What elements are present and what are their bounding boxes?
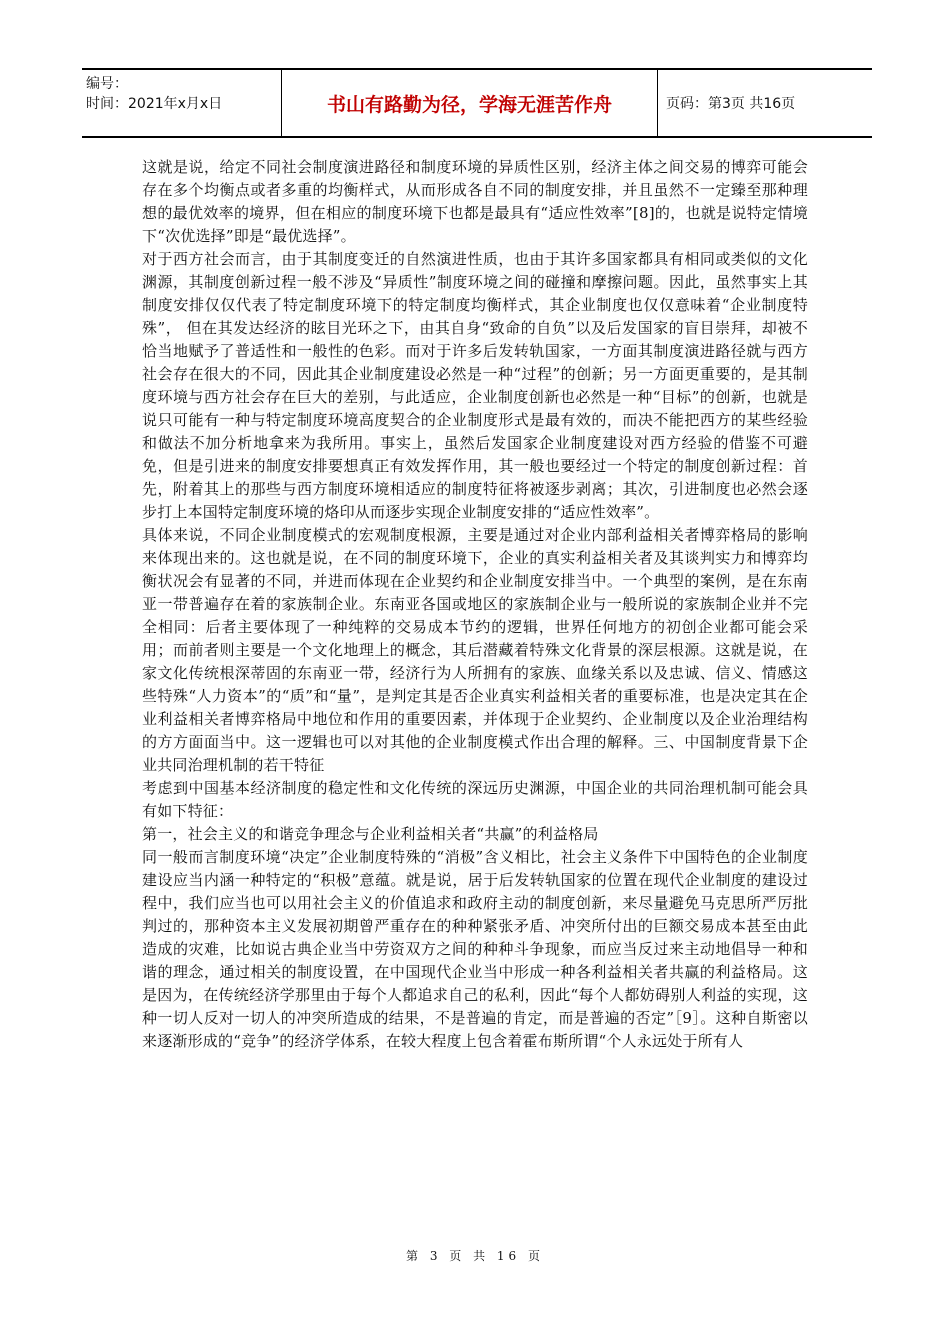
header-left-cell [82,70,282,136]
paragraph-1: 这就是说，给定不同社会制度演进路径和制度环境的异质性区别，经济主体之间交易的博弈可能会存在多个均衡点或者多重的均衡样式，从而形成各自不同的制度安排，并且虽然不一定臻至那种理想的最优效率的境界，但在相应的制度环境下也都是最具有“适应性效率”[8]的，也就是说特定情境下“次优选择”即是“最优选择”。 [142,158,808,245]
document-body [142,156,808,1053]
document-time-label: 时间：2021年x月x日 [86,96,223,112]
paragraph-6: 同一般而言制度环境“决定”企业制度特殊的“消极”含义相比，社会主义条件下中国特色的企业制度建设应当内涵一种特定的“积极”意蕴。就是说，居于后发转轨国家的位置在现代企业制度的建设过程中，我们应当也可以用社会主义的价值追求和政府主动的制度创新，来尽量避免马克思所严厉批判过的，那种资本主义发展初期曾严重存在的种种紧张矛盾、冲突所付出的巨额交易成本甚至由此造成的灾难，比如说古典企业当中劳资双方之间的种种斗争现象，而应当反过来主动地倡导一种和谐的理念，通过相关的制度设置，在中国现代企业当中形成一种各利益相关者共赢的利益格局。这是因为，在传统经济学那里由于每个人都追求自己的私利，因此“每个人都妨碍别人利益的实现，这种一切人反对一切人的冲突所造成的结果，不是普遍的肯定，而是普遍的否定”［9］。这种自斯密以来逐渐形成的“竞争”的经济学体系，在较大程度上包含着霍布斯所谓“个人永远处于所有人 [142,848,808,1050]
header-page-info: 页码：第3页 共16页 [666,96,796,112]
page-footer: 第 3 页 共 16 页 [406,1249,544,1263]
paragraph-2: 对于西方社会而言，由于其制度变迁的自然演进性质，也由于其许多国家都具有相同或类似的文化渊源，其制度创新过程一般不涉及“异质性”制度环境之间的碰撞和摩擦问题。因此，虽然事实上其制度安排仅仅代表了特定制度环境下的特定制度均衡样式，其企业制度也仅仅意味着“企业制度特殊”， 但在其发达经济的眩目光环之下，由其自身“致命的自负”以及后发国家的盲目崇拜，却被不恰当地赋予了普适性和一般性的色彩。而对于许多后发转轨国家，一方面其制度演进路径就与西方社会存在很大的不同，因此其企业制度建设必然是一种“过程”的创新；另一方面更重要的，是其制度环境与西方社会存在巨大的差别，与此适应，企业制度创新也必然是一种“目标”的创新，也就是说只可能有一种与特定制度环境高度契合的企业制度形式是最有效的，而决不能把西方的某些经验和做法不加分析地拿来为我所用。事实上，虽然后发国家企业制度建设对西方经验的借鉴不可避免，但是引进来的制度安排要想真正有效发挥作用，其一般也要经过一个特定的制度创新过程：首先，附着其上的那些与西方制度环境相适应的制度特征将被逐步剥离；其次，引进制度也必然会逐步打上本国特定制度环境的烙印从而逐步实现企业制度安排的“适应性效率”。 [142,250,808,521]
document-number-label: 编号： [86,76,128,92]
paragraph-4: 考虑到中国基本经济制度的稳定性和文化传统的深远历史渊源，中国企业的共同治理机制可能会具有如下特征： [142,779,808,820]
paragraph-3: 具体来说，不同企业制度模式的宏观制度根源，主要是通过对企业内部利益相关者博弈格局的影响来体现出来的。这也就是说，在不同的制度环境下，企业的真实利益相关者及其谈判实力和博弈均衡状况会有显著的不同，并进而体现在企业契约和企业制度安排当中。一个典型的案例，是在东南亚一带普遍存在着的家族制企业。东南亚各国或地区的家族制企业与一般所说的家族制企业并不完全相同：后者主要体现了一种纯粹的交易成本节约的逻辑，世界任何地方的初创企业都可能会采用；而前者则主要是一个文化地理上的概念，其后潜藏着特殊文化背景的深层根源。这就是说，在家文化传统根深蒂固的东南亚一带，经济行为人所拥有的家族、血缘关系以及忠诚、信义、情感这些特殊“人力资本”的“质”和“量”，是判定其是否企业真实利益相关者的重要标准，也是决定其在企业利益相关者博弈格局中地位和作用的重要因素，并体现于企业契约、企业制度以及企业治理结构的方方面面当中。这一逻辑也可以对其他的企业制度模式作出合理的解释。三、中国制度背景下企业共同治理机制的若干特征 [142,526,808,774]
paragraph-5-subheading: 第一，社会主义的和谐竞争理念与企业利益相关者“共赢”的利益格局 [142,825,599,843]
header-motto: 书山有路勤为径，学海无涯苦作舟 [282,70,658,136]
page-header [82,68,872,138]
